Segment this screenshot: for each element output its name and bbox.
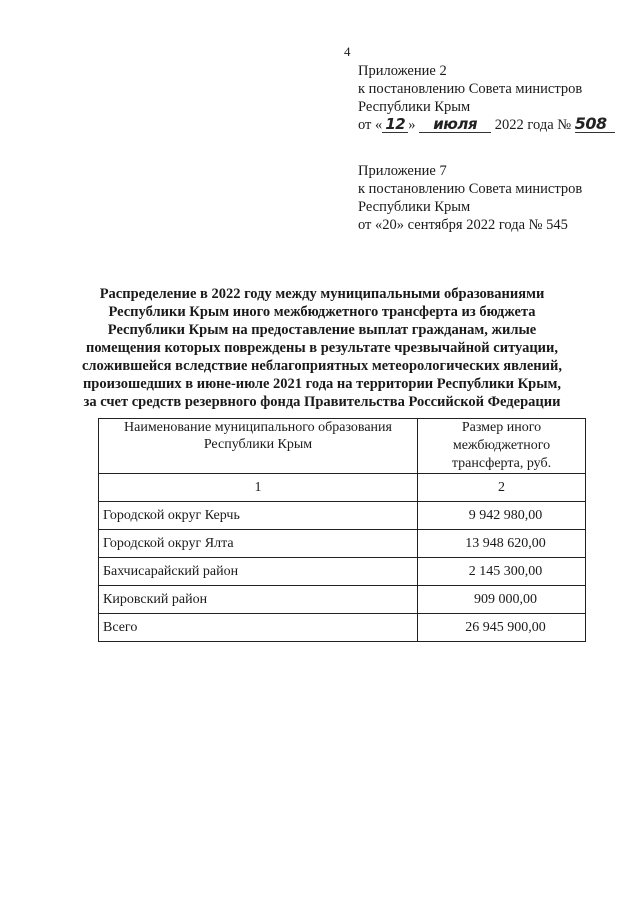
header-municipality-line1: Наименование муниципального образования	[124, 420, 392, 435]
column-number-row	[99, 474, 586, 502]
column-number: 2	[418, 474, 586, 502]
appendix-7-title: Приложение 7	[358, 163, 447, 179]
document-title	[40, 285, 604, 411]
transfer-amount: 909 000,00	[418, 586, 586, 614]
header-municipality	[99, 419, 418, 474]
appendix-2-line3: Республики Крым	[358, 99, 471, 115]
distribution-table	[98, 418, 586, 642]
header-transfer-amount	[418, 419, 586, 474]
table-row	[99, 502, 586, 530]
appendix-7-block	[358, 162, 582, 234]
table-total-row	[99, 614, 586, 642]
page-number: 4	[344, 44, 351, 59]
appendix-7-line3: Республики Крым	[358, 199, 471, 215]
title-line: сложившейся вследствие неблагоприятных метеорологических явлений,	[81, 358, 562, 374]
header-amount-line1: Размер иного	[461, 420, 542, 435]
title-line: за счет средств резервного фонда Правительства Российской Федерации	[83, 394, 561, 410]
title-line: произошедших в июне-июле 2021 года на территории Республики Крым,	[82, 376, 562, 392]
municipality-name: Городской округ Ялта	[99, 530, 418, 558]
title-line: Распределение в 2022 году между муниципальными образованиями	[99, 286, 545, 302]
handwritten-month: июля	[419, 116, 491, 133]
municipality-name: Городской округ Керчь	[99, 502, 418, 530]
title-line: Республики Крым на предоставление выплат гражданам, жилые	[107, 322, 537, 338]
transfer-amount: 9 942 980,00	[418, 502, 586, 530]
date-prefix: от «	[358, 117, 383, 133]
handwritten-day: 12	[382, 116, 408, 133]
transfer-amount: 2 145 300,00	[418, 558, 586, 586]
appendix-7-line4: от «20» сентября 2022 года № 545	[358, 217, 568, 233]
header-amount-line3: трансферта, руб.	[451, 456, 552, 471]
title-line: Республики Крым иного межбюджетного трансферта из бюджета	[108, 304, 536, 320]
appendix-2-date-line	[358, 116, 615, 134]
total-amount: 26 945 900,00	[418, 614, 586, 642]
transfer-amount: 13 948 620,00	[418, 530, 586, 558]
municipality-name: Кировский район	[99, 586, 418, 614]
appendix-2-block	[358, 62, 615, 134]
municipality-name: Бахчисарайский район	[99, 558, 418, 586]
table-row	[99, 558, 586, 586]
date-suffix: 2022 года №	[491, 117, 572, 133]
table-row	[99, 530, 586, 558]
handwritten-number: 508	[575, 116, 615, 133]
header-amount-line2: межбюджетного	[452, 438, 551, 453]
total-label: Всего	[99, 614, 418, 642]
column-number: 1	[99, 474, 418, 502]
title-line: помещения которых повреждены в результате чрезвычайной ситуации,	[85, 340, 559, 356]
table-row	[99, 586, 586, 614]
appendix-7-line2: к постановлению Совета министров	[358, 181, 583, 197]
date-mid: »	[408, 117, 416, 133]
table-header-row	[99, 419, 586, 474]
appendix-2-title: Приложение 2	[358, 63, 447, 79]
appendix-2-line2: к постановлению Совета министров	[358, 81, 583, 97]
header-municipality-line2: Республики Крым	[203, 437, 313, 452]
